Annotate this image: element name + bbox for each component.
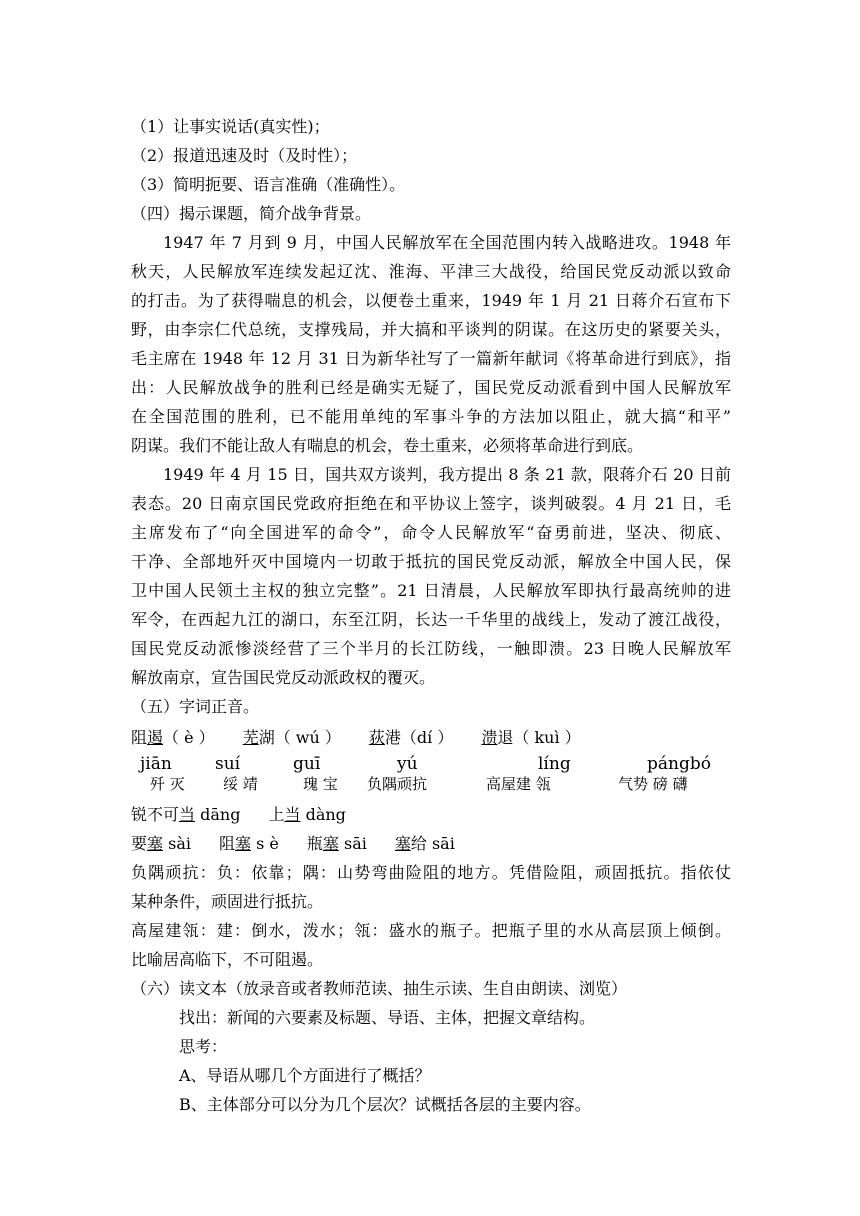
vocab-char-underlined: 遏 bbox=[147, 728, 164, 747]
vocab-pinyin: sài bbox=[163, 834, 191, 853]
background-paragraph-2 bbox=[131, 460, 731, 692]
vocab-pinyin: s è bbox=[251, 834, 279, 853]
vocab-row-1 bbox=[131, 721, 731, 754]
paragraph-line: 秋天，人民解放军连续发起辽沈、淮海、平津三大战役，给国民党反动派以致命 bbox=[131, 262, 731, 281]
vocab-char-underlined: 芜 bbox=[242, 728, 259, 747]
pinyin-word: 高屋建 瓴 bbox=[486, 775, 551, 793]
pinyin-words-row bbox=[131, 774, 731, 800]
vocab-char-underlined: 塞 bbox=[322, 834, 339, 853]
vocab-pinyin: 湖（ wú ） bbox=[258, 728, 341, 747]
paragraph-line: 卫中国人民领土主权的独立完整”。21 日清晨，人民解放军即执行最高统帅的进 bbox=[131, 581, 731, 600]
pinyin: líng bbox=[538, 754, 571, 774]
vocab-pinyin: dāng bbox=[195, 805, 241, 824]
paragraph-line: 干净、全部地歼灭中国境内一切敢于抵抗的国民党反动派，解放全中国人民，保 bbox=[131, 552, 731, 571]
vocab-pinyin: （ è ） bbox=[163, 728, 215, 747]
pinyin: jiān bbox=[140, 754, 172, 774]
question-b: B、主体部分可以分为几个层次？试概括各层的主要内容。 bbox=[179, 1095, 591, 1114]
paragraph-line: 阴谋。我们不能让敌人有喘息的机会，卷土重来，必须将革命进行到底。 bbox=[131, 436, 644, 455]
pinyin-word: 气势 磅 礴 bbox=[618, 775, 688, 793]
vocab-pinyin: 给 sāi bbox=[410, 834, 455, 853]
vocab-char: 阻 bbox=[131, 728, 148, 747]
section-6-heading: （六）读文本（放录音或者教师范读、抽生示读、生自由朗读、浏览） bbox=[131, 979, 628, 998]
question-a: A、导语从哪几个方面进行了概括？ bbox=[179, 1066, 431, 1085]
pinyin: suí bbox=[215, 754, 241, 774]
pinyin-word: 瑰 宝 bbox=[303, 775, 338, 793]
vocab-text: 锐不可 bbox=[131, 805, 180, 824]
vocab-char-underlined: 当 bbox=[179, 805, 196, 824]
pinyin-word: 绥 靖 bbox=[223, 775, 258, 793]
vocab-char-underlined: 塞 bbox=[235, 834, 252, 853]
vocab-dang-row bbox=[131, 800, 731, 829]
paragraph-line: 毛主席在 1948 年 12 月 31 日为新华社写了一篇新年献词《将革命进行到底》，指 bbox=[131, 349, 731, 368]
vocab-pinyin: 港（dí ） bbox=[384, 728, 454, 747]
background-paragraph-1 bbox=[131, 228, 731, 460]
pinyin-word: 歼 灭 bbox=[150, 775, 185, 793]
vocab-text: 阻 bbox=[218, 834, 235, 853]
vocab-char-underlined: 塞 bbox=[147, 834, 164, 853]
vocab-text: 上 bbox=[268, 805, 285, 824]
vocab-char-underlined: 当 bbox=[284, 805, 301, 824]
point-3: （3）简明扼要、语言准确（准确性）。 bbox=[131, 175, 406, 194]
task-line: 思考： bbox=[179, 1037, 228, 1056]
paragraph-line: 军令，在西起九江的湖口，东至江阴，长达一千华里的战线上，发动了渡江战役， bbox=[131, 610, 731, 629]
paragraph-line: 的打击。为了获得喘息的机会，以便卷土重来，1949 年 1 月 21 日蒋介石宣布下 bbox=[131, 291, 731, 310]
document-content bbox=[131, 112, 731, 1119]
paragraph-line: 野，由李宗仁代总统，支撑残局，并大搞和平谈判的阴谋。在这历史的紧要关头， bbox=[131, 320, 731, 339]
definition-line: 高屋建瓴：建：倒水，泼水；瓴：盛水的瓶子。把瓶子里的水从高层顶上倾倒。 bbox=[131, 921, 731, 940]
definition-line: 负隅顽抗：负：依靠；隅：山势弯曲险阻的地方。凭借险阻，顽固抵抗。指依仗 bbox=[131, 863, 731, 882]
pinyin-word: 负隅顽抗 bbox=[367, 775, 428, 793]
vocab-char-underlined: 塞 bbox=[394, 834, 411, 853]
paragraph-line: 解放南京，宣告国民党反动派政权的覆灭。 bbox=[131, 668, 436, 687]
paragraph-line: 1949 年 4 月 15 日，国共双方谈判，我方提出 8 条 21 款，限蒋介石 20 日前 bbox=[163, 465, 731, 484]
pinyin: yú bbox=[397, 754, 418, 774]
paragraph-line: 在全国范围的胜利，已不能用单纯的军事斗争的方法加以阻止，就大搞“和平” bbox=[131, 407, 731, 426]
pinyin-row bbox=[131, 754, 731, 774]
task-line: 找出：新闻的六要素及标题、导语、主体，把握文章结构。 bbox=[179, 1008, 596, 1027]
section-4-heading: （四）揭示课题，简介战争背景。 bbox=[131, 204, 372, 223]
paragraph-line: 主席发布了“向全国进军的命令”，命令人民解放军“奋勇前进，坚决、彻底、 bbox=[131, 523, 731, 542]
vocab-pinyin: 退（ kuì ） bbox=[497, 728, 581, 747]
paragraph-line: 1947 年 7 月到 9 月，中国人民解放军在全国范围内转入战略进攻。1948 年 bbox=[163, 233, 731, 252]
vocab-char-underlined: 荻 bbox=[368, 728, 385, 747]
definition-line: 某种条件，顽固进行抵抗。 bbox=[131, 892, 324, 911]
vocab-sai-row bbox=[131, 829, 731, 858]
section-5-heading: （五）字词正音。 bbox=[131, 697, 260, 716]
point-2: （2）报道迅速及时（及时性）； bbox=[131, 146, 358, 165]
vocab-text: 瓶 bbox=[306, 834, 323, 853]
paragraph-line: 国民党反动派惨淡经营了三个半月的长江防线，一触即溃。23 日晚人民解放军 bbox=[131, 639, 731, 658]
pinyin: pángbó bbox=[647, 754, 711, 774]
paragraph-line: 表态。20 日南京国民党政府拒绝在和平协议上签字，谈判破裂。4 月 21 日，毛 bbox=[131, 494, 731, 513]
vocab-char-underlined: 溃 bbox=[481, 728, 498, 747]
vocab-pinyin: dàng bbox=[300, 805, 346, 824]
vocab-text: 要 bbox=[131, 834, 148, 853]
vocab-pinyin: sāi bbox=[338, 834, 367, 853]
pinyin: guī bbox=[293, 754, 321, 774]
point-1: （1）让事实说话(真实性)； bbox=[131, 117, 330, 136]
paragraph-line: 出：人民解放战争的胜利已经是确实无疑了，国民党反动派看到中国人民解放军 bbox=[131, 378, 731, 397]
definition-line: 比喻居高临下，不可阻遏。 bbox=[131, 950, 324, 969]
